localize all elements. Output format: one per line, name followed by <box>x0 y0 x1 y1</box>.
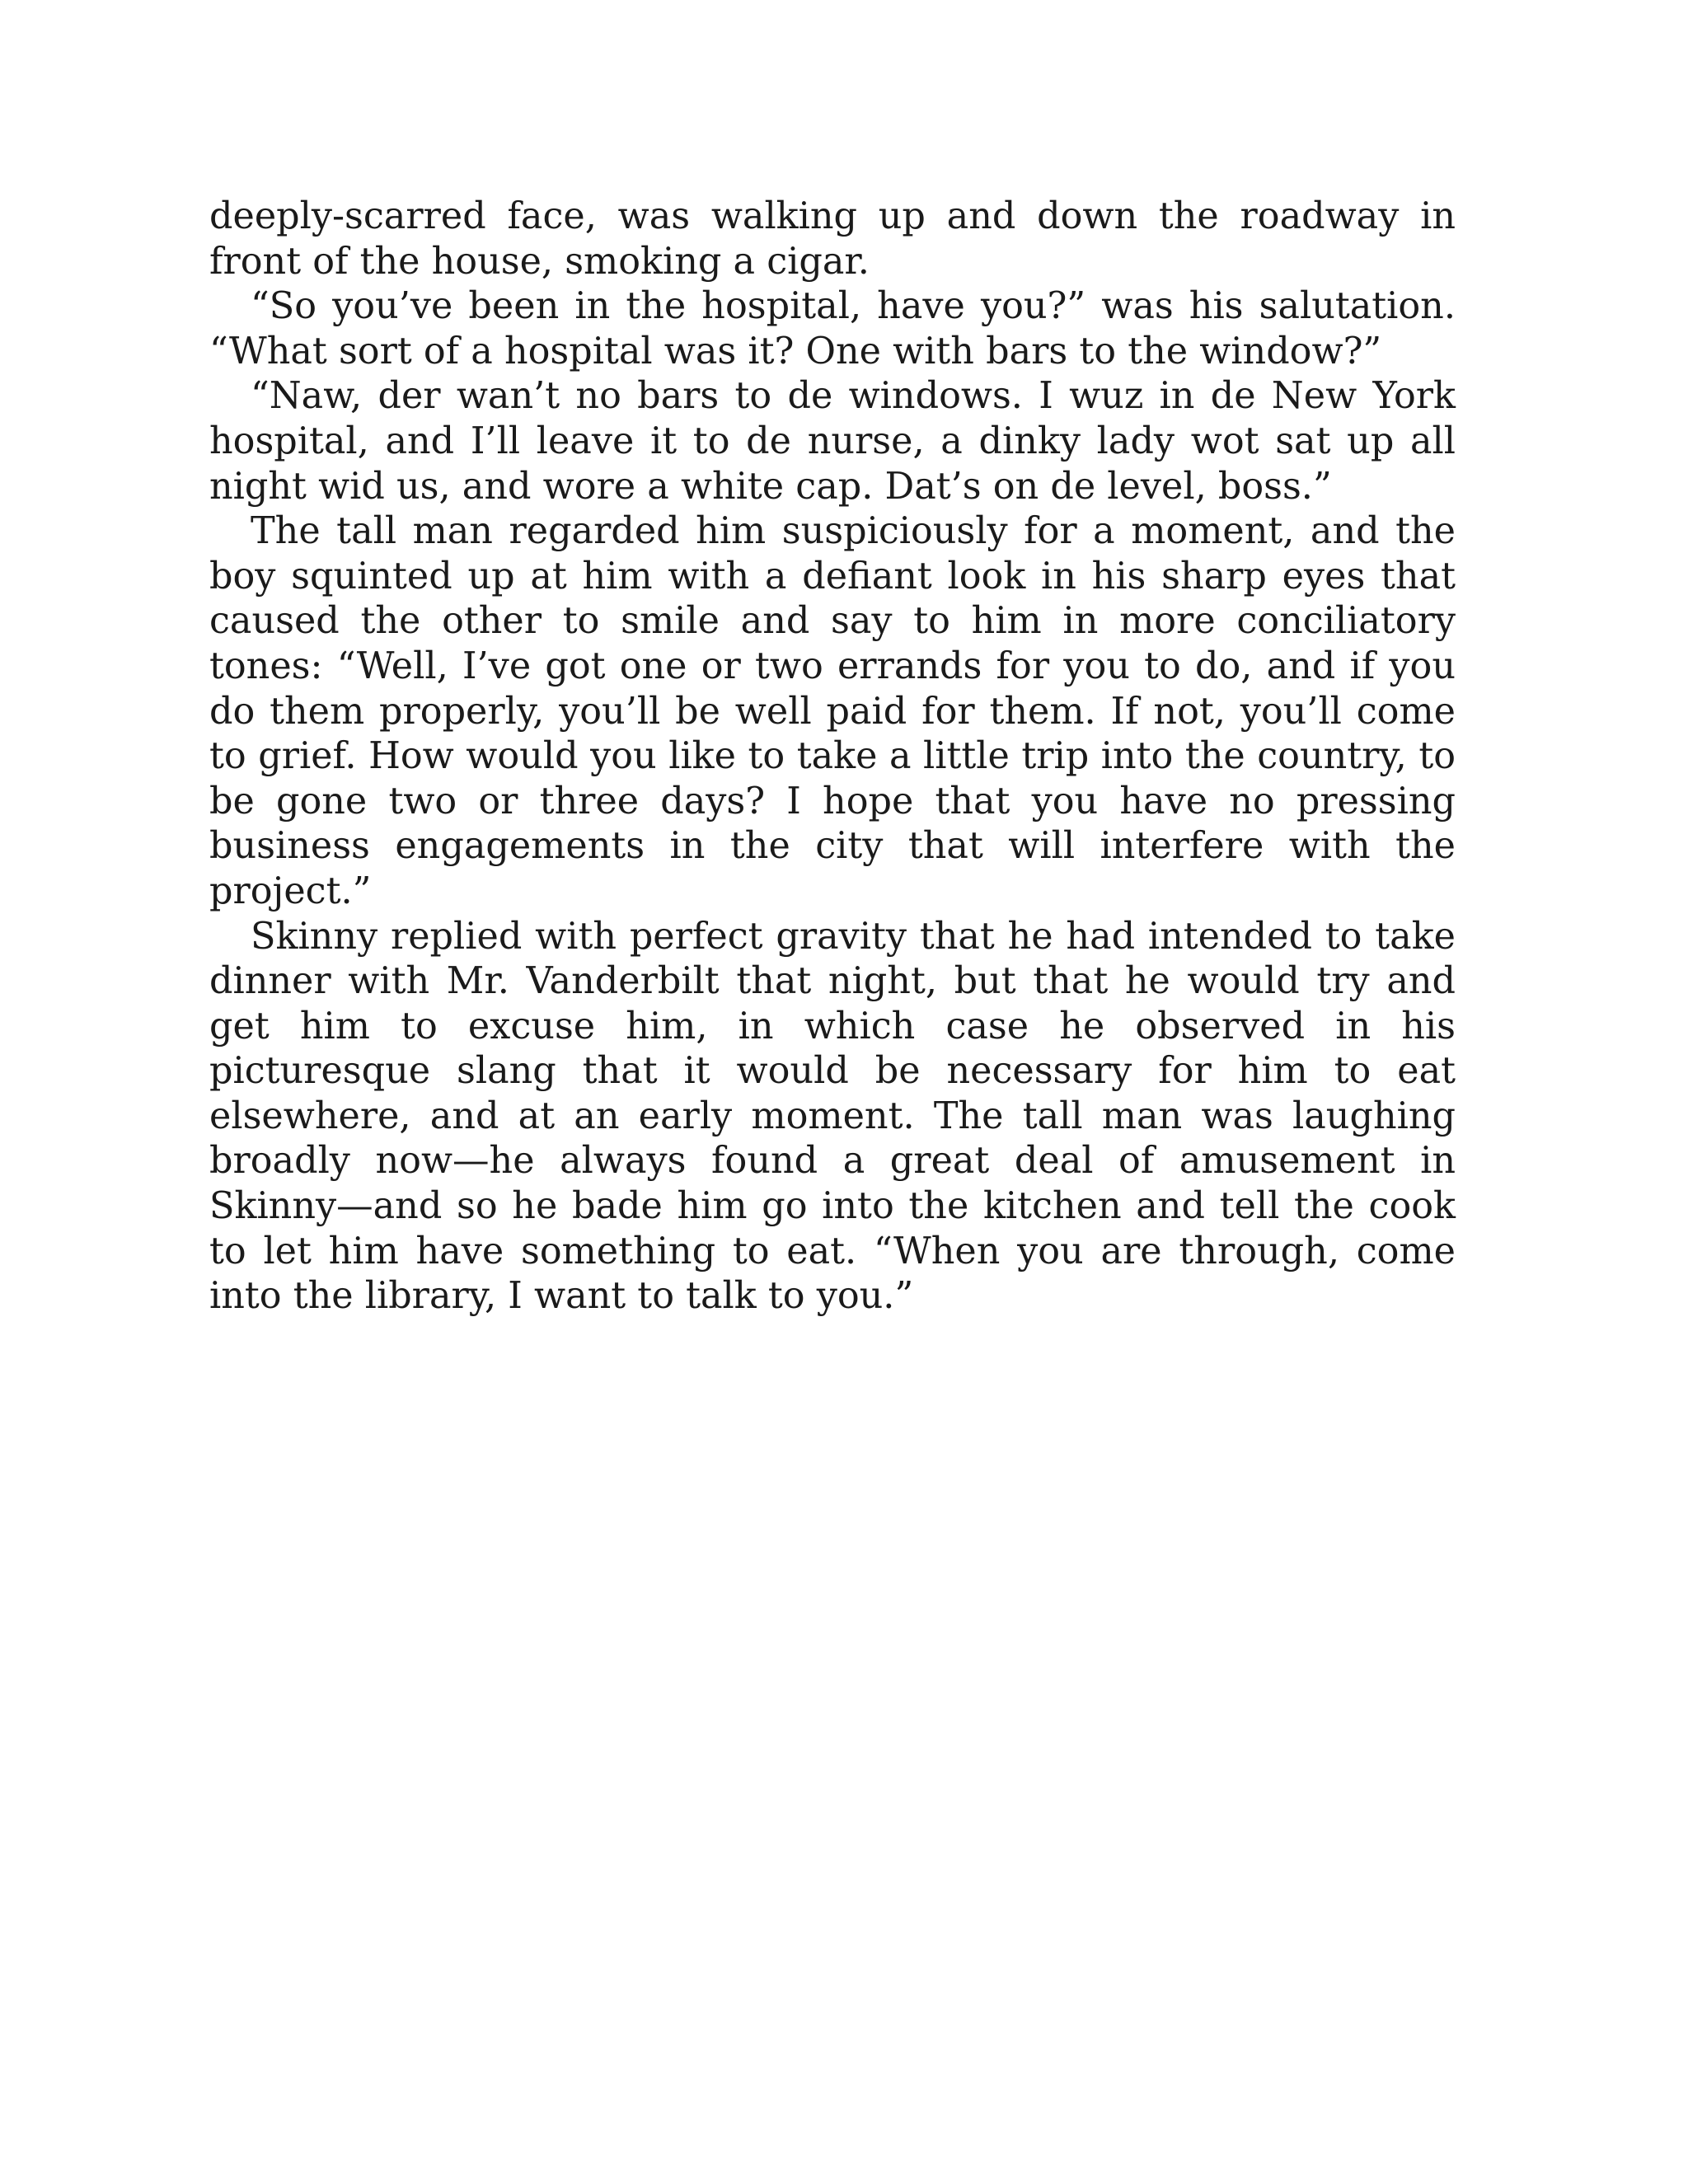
paragraph-reply: “Naw, der wan’t no bars to de windows. I wuz in de New York hospital, and I’ll leave it to de nurse, a dinky lady wot sat up all night wid us, and wore a white cap. Dat’s on de level, boss.” <box>209 375 1456 508</box>
paragraph-salutation: “So you’ve been in the hospital, have you?” was his salutation. “What sort of a hospital was it? One with bars to the window?” <box>209 285 1456 373</box>
paragraph-continued: deeply-scarred face, was walking up and down the roadway in front of the house, smoking a cigar. <box>209 195 1456 283</box>
paragraph-tall-man: The tall man regarded him suspiciously for a moment, and the boy squinted up at him with a defiant look in his sharp eyes that caused the other to smile and say to him in more conciliatory tones: “Well, I’ve got one or two errands for you to do, and if you do them properly, you’ll be well paid for them. If not, you’ll come to grief. How would you like to take a little trip into the country, to be gone two or three days? I hope that you have no pressing business engagements in the city that will interfere with the project.” <box>209 510 1456 912</box>
paragraph-skinny: Skinny replied with perfect gravity that he had intended to take dinner with Mr. Vanderbilt that night, but that he would try and get him to excuse him, in which case he observed in his picturesque slang that it would be necessary for him to eat elsewhere, and at an early moment. The tall man was laughing broadly now—he always found a great deal of amusement in Skinny—and so he bade him go into the kitchen and tell the cook to let him have something to eat. “When you are through, come into the library, I want to talk to you.” <box>209 915 1456 1318</box>
body-text <box>209 194 1456 1319</box>
